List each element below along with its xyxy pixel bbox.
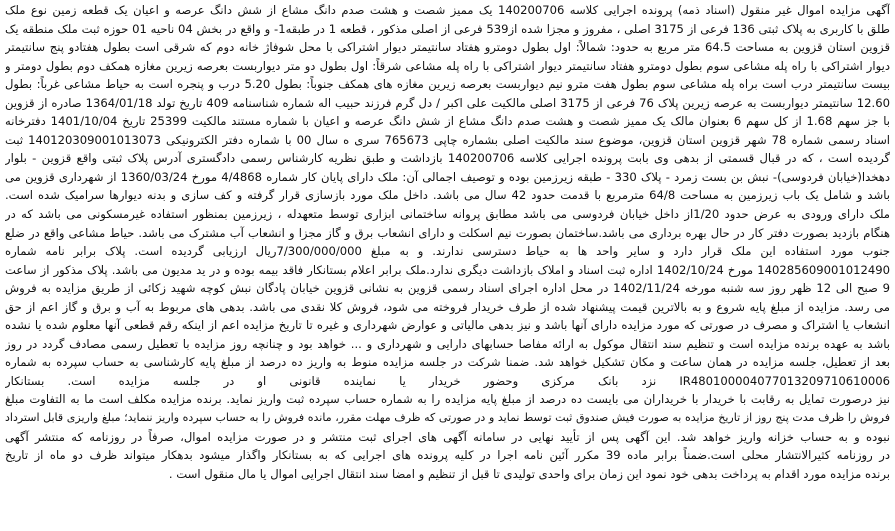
notice-line-20: بعد از تعطیل، جلسه مزایده در همان ساعت و مکان تشکیل خواهد شد. ضمنا شرکت در جلسه مزایده منوط به واریز ده درصد از مبلغ پایه کارشناسی به حساب سپرده به شماره [5, 355, 890, 370]
notice-line-4: دیوار اشتراکی با راه پله مشاعی سوم بطول دومترو هفتاد سانتیمتر دیوار اشتراکی با راه پله مشاعی شرقاً: اول بطول دو متر دیواربست بعرصه زیرین مغازه همکف دوم بطول دومتر و [5, 58, 890, 73]
notice-line-14: جنوب مورد استفاده این ملک قرار دارد و سایر واحد ها به حیاط دسترسی ندارند. و به مبلغ 7/300/000/000ریال ارزیابی گردیده است. پلاک برابر نامه شماره [5, 244, 890, 259]
notice-line-26: برنده مزایده مورد اقدام به پرداخت بدهی خود نمود این زمان برای واحدی تولیدی تا قبل از تنظیم و امضا سند انتقال اجرایی اموال یا مال منقول است . [168, 466, 890, 481]
notice-line-19: باشد به عهده برنده مزایده است و تنظیم سند انتقال موکول به ارائه مفاصا حسابهای دارایی و شهرداری و ... خواهد بود و چنانچه روز مزایده با تعطیل رسمی مصادف گردد در روز [5, 336, 890, 351]
notice-line-1: آگهی مزایده اموال غیر منقول (اسناد ذمه) پرونده اجرایی کلاسه 140200706 یک ممیز شصت و هشت صدم دانگ مشاع از شش دانگ عرصه و اعیان یک قطعه زمین نوع ملک [5, 3, 890, 17]
notice-line-2: طلق با کاربری به پلاک ثبتی 136 فرعی از 3175 اصلی ، مفروز و مجزا شده از539 فرعی از اصلی مذکور ، قطعه 1 در طبقه1- و واقع در بخش 04 ناحیه 01 حوزه ثبت ملک منطقه یک [5, 21, 890, 36]
notice-line-5: بیست سانتیمتر درب است براه پله مشاعی سوم بطول هفت مترو نیم دیواربست بعرصه زیرین مغازه های همکف جنوباً: بطول 5.20 درب و پنجره است به حیاط مشاعی غرباً: بطول [5, 77, 890, 92]
notice-line-11: باشد و شامل یک باب زیرزمین به مساحت 64/8 مترمربع با قدمت حدود 42 سال می باشد. داخل ملک مورد بازسازی قرار گرفته و کف سازی و بدنه دیوارها سرامیک شده است. [5, 188, 890, 203]
notice-line-16: 9 صبح الی 12 ظهر روز سه شنبه مورخه 1402/11/24 در محل اداره اجرای اسناد رسمی قزوین به نشانی قزوین خیابان پادگان نبش کوچه شهید زکائی از طریق مزایده به فروش [5, 281, 890, 296]
notice-line-7: با جز سهم 1.68 از کل سهم 6 بعنوان مالک یک ممیز شصت و هشت صدم دانگ مشاع از شش دانگ عرصه و اعیان با شماره مستند مالکیت 25399 تاریخ 1401/10/04 دفترخانه [5, 114, 890, 129]
notice-line-13: هنگام بازدید بصورت دفتر کار در حال بهره برداری می باشد.ساختمان بصورت نیم اسکلت و دارای انشعاب برق و گاز مجزا و انشعاب آب مشترک می باشد. حیاط مشاعی واقع در ضلع [5, 225, 890, 240]
notice-line-21: IR480100004077013209710610006 نزد بانک مرکزی وحضور خریدار یا نماینده قانونی او در جلسه مزایده است. بستانکار [5, 373, 890, 388]
notice-line-17: می رسد. مزایده از مبلغ پایه شروع و به بالاترین قیمت پیشنهاد شده از طرف خریدار فروخته می شود، فروش کلا نقدی می باشد. بدهی های مربوط به آب و برق و گاز اعم از حق [5, 299, 890, 314]
notice-line-18: انشعاب یا اشتراک و مصرف در صورتی که مورد مزایده دارای آنها باشد و نیز بدهی مالیاتی و عوارض شهرداری و غیره تا تاریخ مزایده اعم از اینکه رقم قطعی آنها معلوم شده یا نشده [5, 318, 890, 333]
notice-line-23: فروش را ظرف مدت پنج روز از تاریخ مزایده به صورت فیش صندوق ثبت توسط نماید و در صورتی که ظرف مهلت مقرر، مانده فروش را به حساب سپرده واریز ننماید؛ مبلغ واریزی قابل استرداد [5, 411, 890, 425]
notice-line-6: 12.60 سانتیمتر دیواربست به عرصه زیرین پلاک 76 فرعی از 3175 اصلی مالکیت علی اکبر / دل گرم فرزند حبیب اله شماره شناسنامه 409 تاریخ تولد 1364/01/18 صادره از قزوین [5, 95, 890, 110]
notice-line-15: 140285609001012490 مورخ 1402/10/24 اداره ثبت اسناد و املاک بازداشت دیگری ندارد.ملک برابر اعلام بستانکار فاقد بیمه بوده و در ید مدیون می باشد. پلاک مذکور از ساعت [5, 262, 890, 277]
notice-line-9: گردیده است ، که در قبال قسمتی از بدهی وی بابت پرونده اجرایی کلاسه 140200706 بازداشت و طبق نظریه کارشناس رسمی دادگستری آدرس پلاک ثبتی واقع قزوین - بلوار [5, 151, 890, 166]
notice-line-12: ملک دارای ورودی به عرض حدود 1/20از داخل خیابان فردوسی می باشد مطابق پروانه ساختمانی ابزاری توسط متعهدله ، زیرزمین بمنظور استفاده غیرمسکونی می باشد که در [5, 207, 890, 222]
notice-line-25: در روزنامه کثیرالانتشار محلی است.ضمناً برابر ماده 39 مکرر آئین نامه اجرا در کلیه پرونده های اجرایی که به بستانکار واگذار میشود بدهکار میتواند ظرف دو ماه از تاریخ [5, 448, 890, 463]
notice-line-8: اسناد رسمی شماره 78 شهر قزوین استان قزوین، موضوع سند مالکیت اصلی بشماره چاپی 765673 سری ه سال 00 با شماره دفتر الکترونیکی 140120309001013073 ثبت [5, 132, 890, 147]
notice-line-10: دهخدا(خیابان فردوسی)- نبش بن بست زمرد - پلاک 330 - طبقه زیرزمین بوده و توصیف اجمالی آن: ملک دارای پایان کار شماره 4/4868 مورخ 1360/03/24 از شهرداری قزوین می [5, 169, 890, 184]
notice-line-3: قزوین استان قزوین به مساحت 64.5 متر مربع به حدود: شمالاً: اول بطول دومترو هفتاد سانتیمتر دیوار اشتراکی با محل شوفاژ خانه دوم که شرقی است بطول هفتادو پنج سانتیمتر [5, 40, 890, 55]
notice-line-22: نیز درصورت تمایل به رقابت با خریدار با خریداران می بایست ده درصد از مبلغ پایه مزایده را به شماره حساب سپرده ثبت واریز نماید. برنده مزایده مکلف است ما به التفاوت مبلغ [5, 392, 890, 407]
notice-line-24: نبوده و به حساب خزانه واریز خواهد شد. این آگهی پس از تأیید نهایی در سامانه آگهی های اجرای ثبت منتشر و در صورت مزایده اموال، صرفاً در روزنامه که منتشر آگهی [5, 429, 890, 444]
